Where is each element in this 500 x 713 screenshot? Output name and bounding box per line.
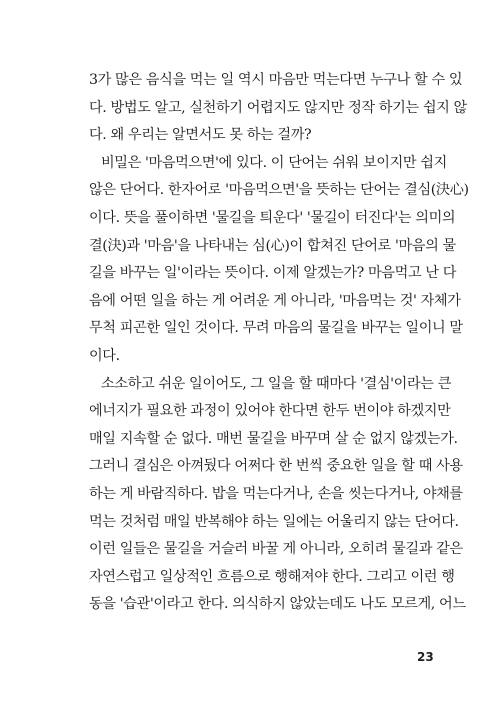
text-line: 하는 게 바람직하다. 밥을 먹는다거나, 손을 씻는다거나, 야채를	[89, 485, 463, 502]
text-line: 않은 단어다. 한자어로 '마음먹으면'을 뜻하는 단어는 결심(決心)	[89, 182, 469, 199]
text-line: 다. 방법도 알고, 실천하기 어렵지도 않지만 정작 하기는 쉽지 않	[89, 99, 467, 116]
text-line: 결(決)과 '마음'을 나타내는 심(心)이 합쳐진 단어로 '마음의 물	[89, 237, 456, 254]
text-line: 3가 많은 음식을 먹는 일 역시 마음만 먹는다면 누구나 할 수 있	[89, 72, 463, 88]
text-line: 매일 지속할 순 없다. 매번 물길을 바꾸며 살 순 없지 않겠는가.	[89, 430, 458, 447]
text-line: 이런 일들은 물길을 거슬러 바꿀 게 아니라, 오히려 물길과 같은	[89, 541, 463, 558]
page-number: 23	[417, 650, 434, 664]
body-text	[89, 67, 469, 619]
text-line: 이다.	[89, 347, 120, 364]
text-line: 에너지가 필요한 과정이 있어야 한다면 한두 번이야 하겠지만	[89, 403, 451, 420]
paragraph-first-line: 소소하고 쉬운 일이어도, 그 일을 할 때마다 '결심'이라는 큰	[101, 375, 452, 392]
text-line: 먹는 것처럼 매일 반복해야 하는 일에는 어울리지 않는 단어다.	[89, 513, 459, 530]
text-line: 그러니 결심은 아껴뒀다 어쩌다 한 번씩 중요한 일을 할 때 사용	[89, 458, 463, 475]
text-line: 무척 피곤한 일인 것이다. 무려 마음의 물길을 바꾸는 일이니 말	[89, 320, 463, 337]
text-line: 동을 '습관'이라고 한다. 의식하지 않았는데도 나도 모르게, 어느	[89, 596, 466, 613]
text-line: 길을 바꾸는 일'이라는 뜻이다. 이제 알겠는가? 마음먹고 난 다	[89, 265, 457, 282]
paragraph-first-line: 비밀은 '마음먹으면'에 있다. 이 단어는 쉬워 보이지만 쉽지	[101, 154, 447, 171]
text-line: 음에 어떤 일을 하는 게 어려운 게 아니라, '마음먹는 것' 자체가	[89, 292, 461, 309]
text-line: 이다. 뜻을 풀이하면 '물길을 틔운다' '물길이 터진다'는 의미의	[89, 209, 456, 226]
text-line: 다. 왜 우리는 알면서도 못 하는 걸까?	[89, 127, 312, 144]
text-line: 자연스럽고 일상적인 흐름으로 행해져야 한다. 그리고 이런 행	[89, 568, 455, 585]
